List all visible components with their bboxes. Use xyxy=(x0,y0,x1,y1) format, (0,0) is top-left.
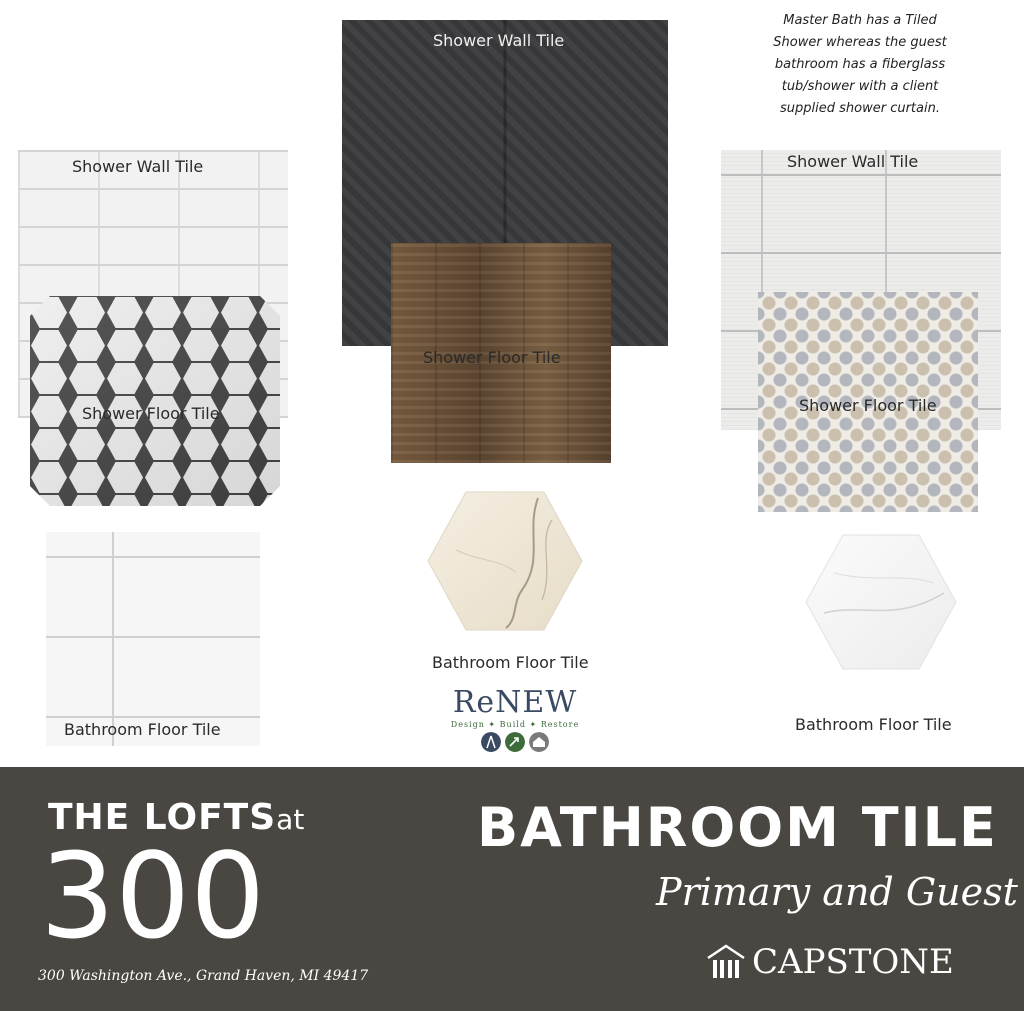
note-text: Master Bath has a Tiled Shower whereas the guest bathroom has a fiberglass tub/shower with a client supplied shower curtain. xyxy=(773,13,947,116)
arrow-icon xyxy=(505,732,525,752)
lofts-at: at xyxy=(276,803,305,836)
house-icon xyxy=(529,732,549,752)
capstone-building-icon xyxy=(706,942,746,982)
left-hex-mosaic-swatch xyxy=(30,296,280,506)
page-subheading: Primary and Guest xyxy=(656,870,1018,914)
renew-title: ReNEW xyxy=(452,685,578,720)
left-wall-label: Shower Wall Tile xyxy=(72,157,204,176)
bottom-right-hex-marble-tile xyxy=(804,533,958,671)
page-heading: BATHROOM TILE xyxy=(477,796,998,859)
bottom-center-hex-marble-tile xyxy=(426,490,584,632)
capstone-name: CAPSTONE xyxy=(752,942,954,982)
lofts-prefix: THE LOFTS xyxy=(48,797,277,838)
center-floor-label: Shower Floor Tile xyxy=(423,348,561,367)
bottom-right-floor-label: Bathroom Floor Tile xyxy=(795,715,952,734)
bottom-left-floor-label: Bathroom Floor Tile xyxy=(64,720,221,739)
bottom-left-marble-floor-tile-swatch xyxy=(46,532,260,746)
bottom-center-floor-label: Bathroom Floor Tile xyxy=(432,653,589,672)
right-wall-label: Shower Wall Tile xyxy=(787,152,919,171)
renew-logo xyxy=(440,686,590,752)
capstone-logo xyxy=(706,942,954,982)
center-wall-label: Shower Wall Tile xyxy=(433,31,565,50)
address-text: 300 Washington Ave., Grand Haven, MI 49417 xyxy=(38,968,369,984)
compass-icon xyxy=(481,732,501,752)
right-floor-label: Shower Floor Tile xyxy=(799,396,937,415)
left-floor-label: Shower Floor Tile xyxy=(82,404,220,423)
lofts-number: 300 xyxy=(40,827,266,965)
renew-subtitle: Design ✦ Build ✦ Restore xyxy=(450,720,580,729)
